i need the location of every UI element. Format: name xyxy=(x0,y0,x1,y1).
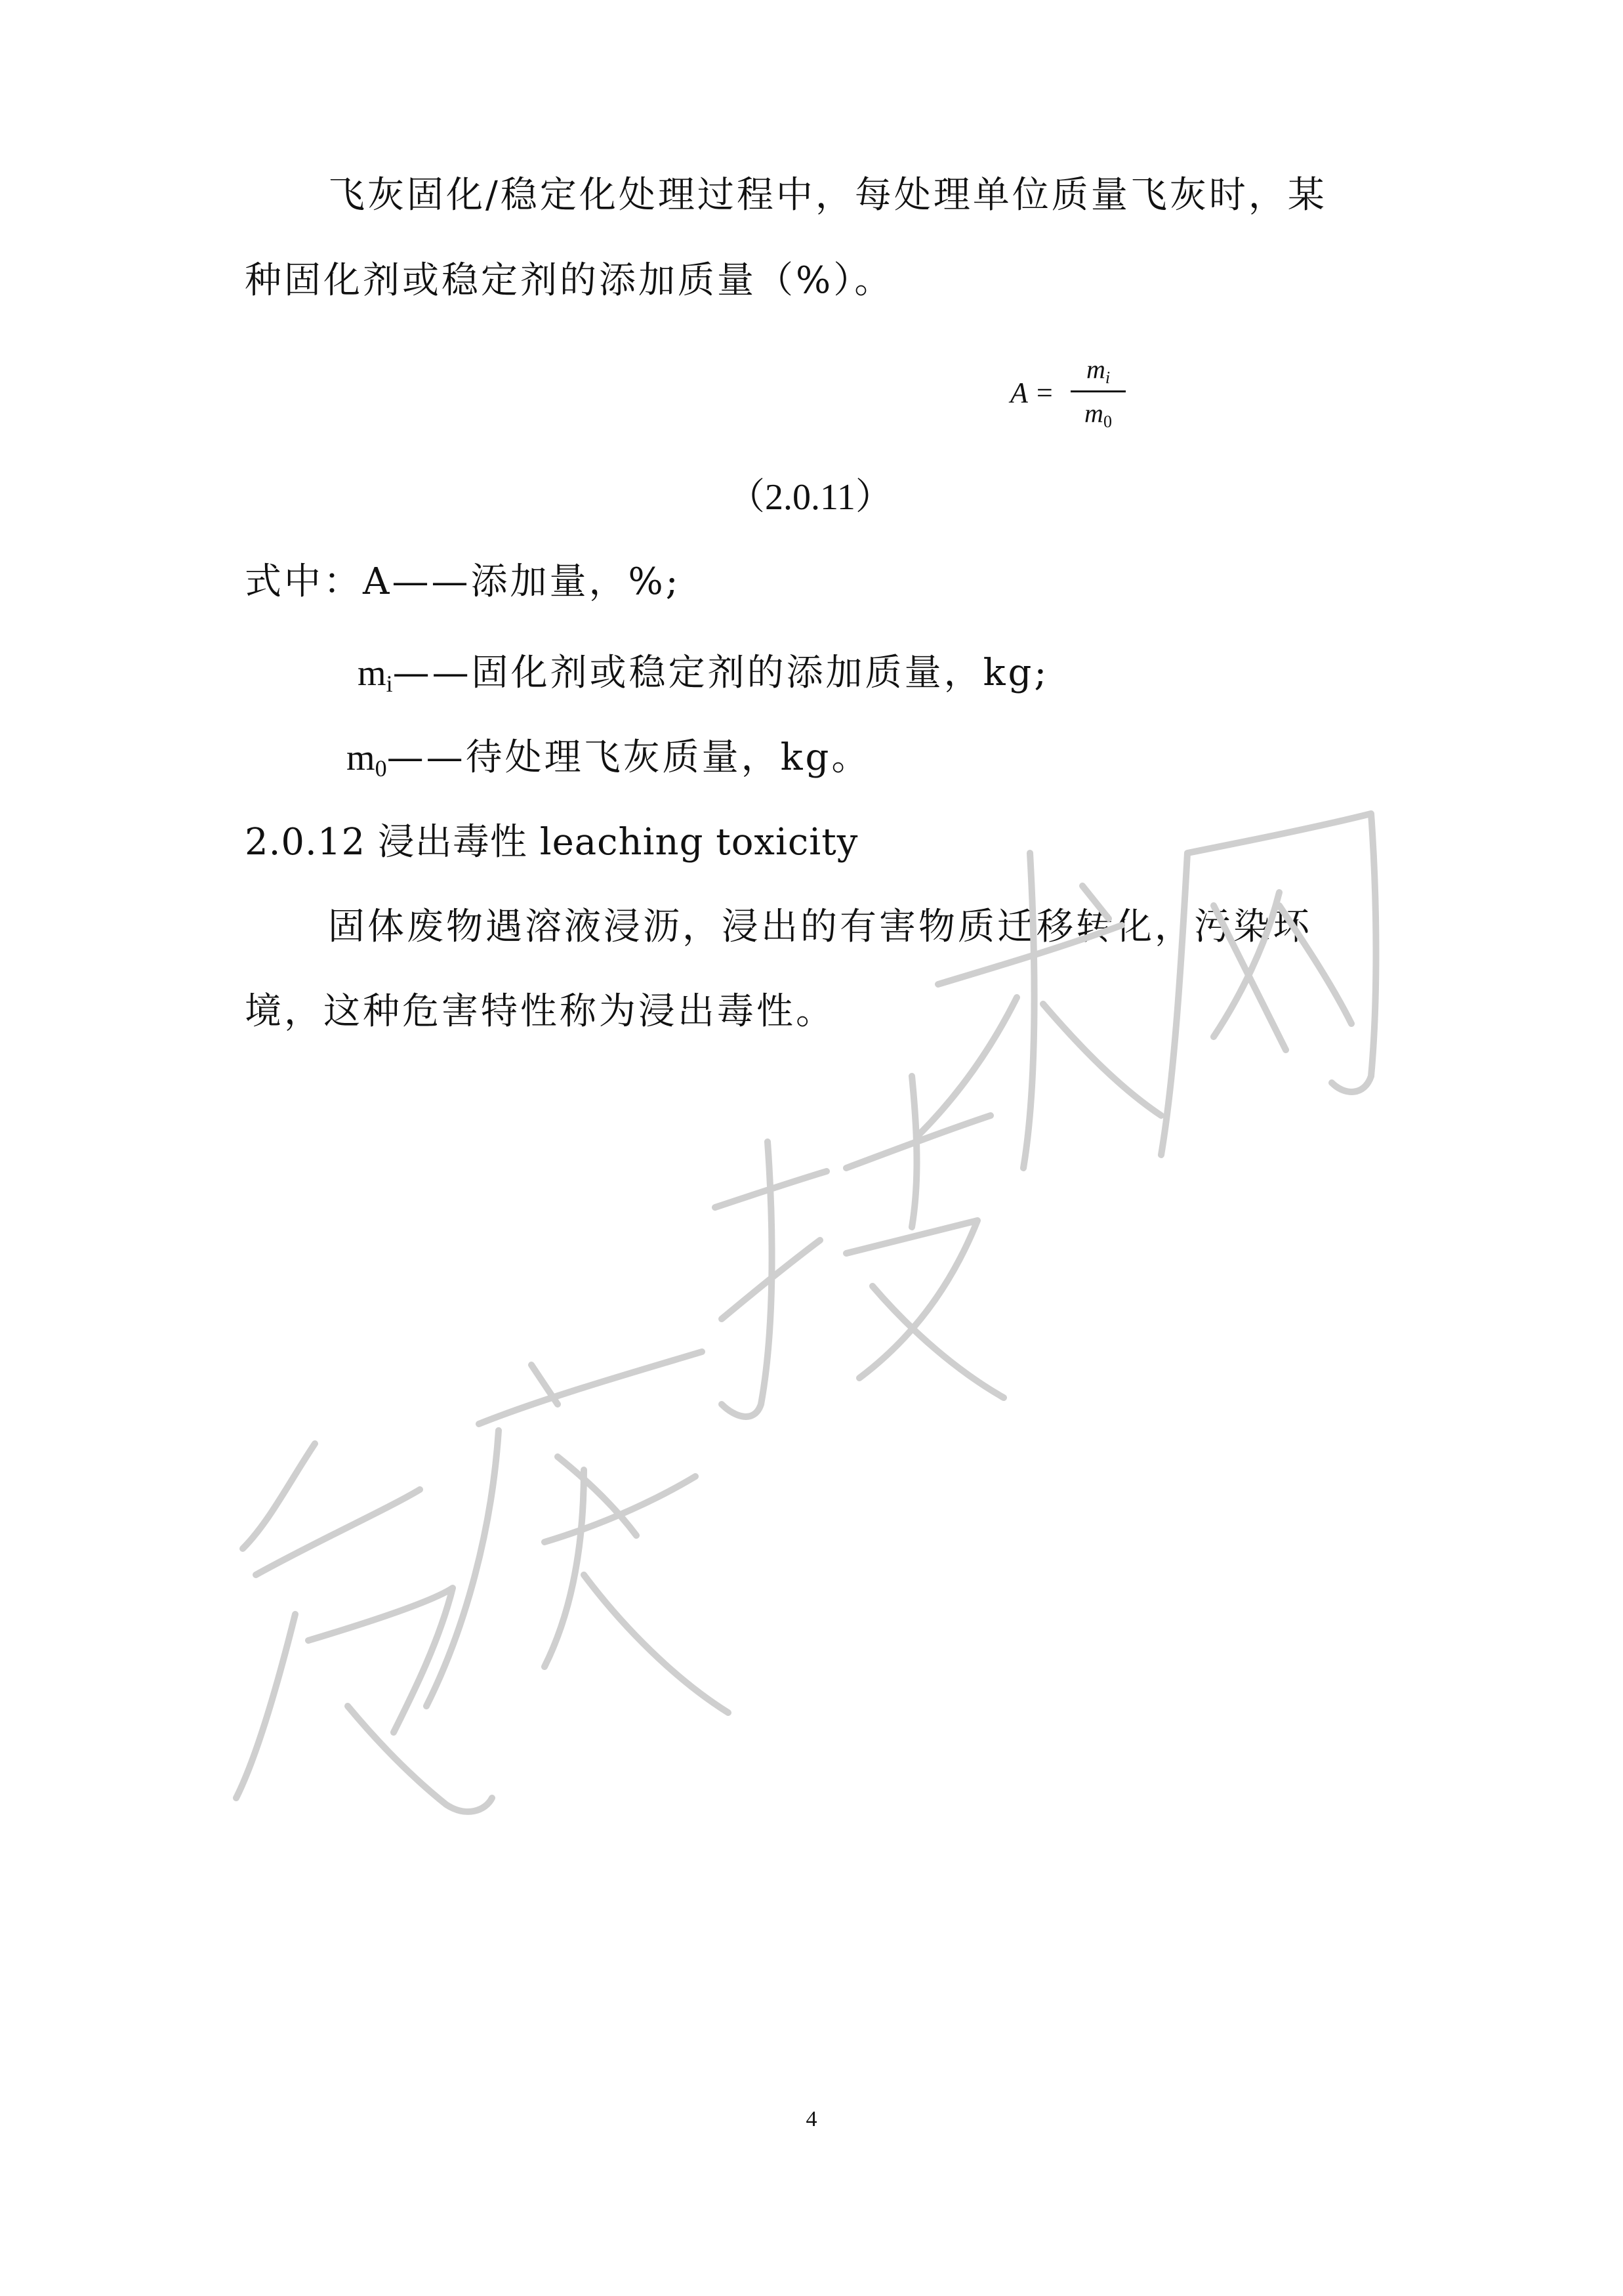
equation-number: （2.0.11） xyxy=(728,477,892,518)
formula-denominator: $m_0$ xyxy=(1084,398,1112,431)
formula-fraction xyxy=(1071,351,1126,432)
definition-mi: $m_i——$固化剂或稳定剂的添加质量，kg; xyxy=(358,652,1050,697)
where-line: 式中：A——添加量，%; xyxy=(245,560,681,603)
page-number: 4 xyxy=(806,2107,817,2131)
formula-numerator: $m_i$ xyxy=(1086,354,1111,387)
definition-m0: $m_0——$待处理飞灰质量，kg。 xyxy=(346,736,871,782)
paragraph-line: 固体废物遇溶液浸沥，浸出的有害物质迁移转化，污染环 xyxy=(328,906,1312,948)
formula xyxy=(1010,351,1135,436)
section-heading: 2.0.12 浸出毒性 leaching toxicity xyxy=(245,821,859,864)
paragraph-line: 种固化剂或稳定剂的添加质量（%）。 xyxy=(245,259,894,302)
paragraph-line: 境，这种危害特性称为浸出毒性。 xyxy=(245,990,835,1033)
formula-lhs: A = xyxy=(1010,377,1054,409)
paragraph-line: 飞灰固化/稳定化处理过程中，每处理单位质量飞灰时，某 xyxy=(328,174,1327,217)
fraction-bar xyxy=(1071,390,1126,392)
